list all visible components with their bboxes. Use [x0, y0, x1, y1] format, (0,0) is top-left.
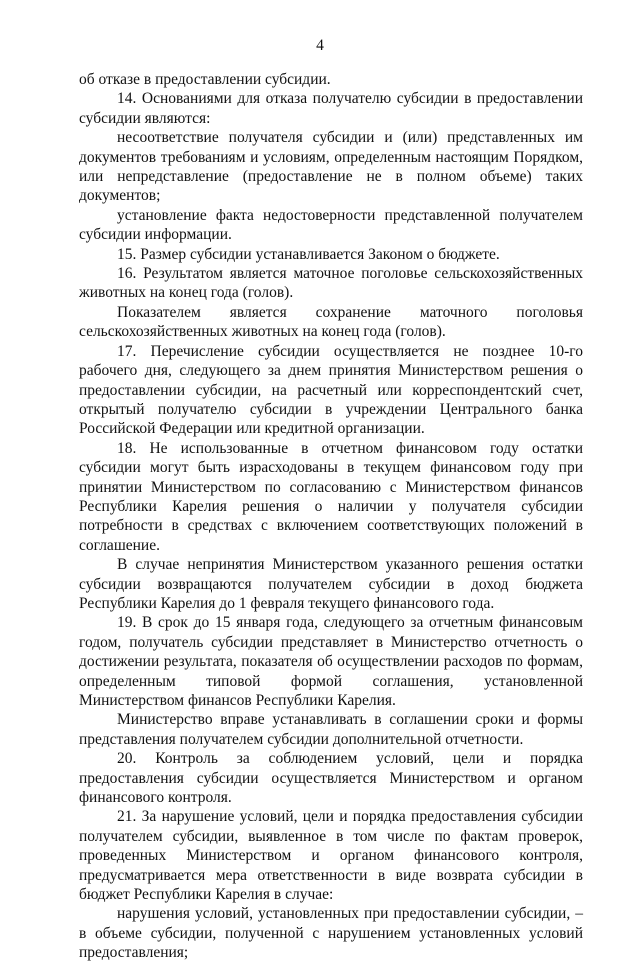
paragraph-continuation: об отказе в предоставлении субсидии.: [79, 71, 331, 88]
paragraph-refusal-ground-1: несоответствие получателя субсидии и (или) представленных им документов требованиям и условиям, определенным настоящим Порядком, или непредставление (предоставление не в полном объеме) таких документов;: [79, 129, 583, 205]
paragraph-clause-14: 14. Основаниями для отказа получателю субсидии в предоставлении субсидии являются:: [79, 90, 583, 127]
paragraph-clause-18: 18. Не использованные в отчетном финансовом году остатки субсидии могут быть израсходованы в текущем финансовом году при принятии Министерством по согласованию с Министерством финансов Республики Карелия решения о наличии у получателя субсидии потребности в средствах с включением соответствующих положений в соглашение.: [79, 439, 583, 554]
paragraph-violation-case: нарушения условий, установленных при предоставлении субсидии, – в объеме субсидии, полученной с нарушением установленных условий предоставления;: [79, 905, 583, 962]
paragraph-clause-20: 20. Контроль за соблюдением условий, цели и порядка предоставления субсидии осуществляется Министерством и органом финансового контроля.: [79, 750, 583, 807]
paragraph-clause-21: 21. За нарушение условий, цели и порядка предоставления субсидии получателем субсидии, выявленное в том числе по фактам проверок, проведенных Министерством и органом финансового контроля, предусматривается мера ответственности в виде возврата субсидии в бюджет Республики Карелия в случае:: [79, 808, 583, 904]
paragraph-clause-15: 15. Размер субсидии устанавливается Законом о бюджете.: [117, 245, 500, 263]
paragraph-clause-16: 16. Результатом является маточное поголовье сельскохозяйственных животных на конец года (голов).: [79, 265, 583, 302]
paragraph-return-balance: В случае непринятия Министерством указанного решения остатки субсидии возвращаются получателем субсидии в доход бюджета Республики Карелия до 1 февраля текущего финансового года.: [79, 556, 583, 612]
paragraph-clause-19: 19. В срок до 15 января года, следующего за отчетным финансовым годом, получатель субсидии представляет в Министерство отчетность о достижении результата, показателя об осуществлении расходов по формам, определенным типовой формой соглашения, установленной Министерством финансов Республики Карелия.: [79, 614, 583, 709]
paragraph-clause-17: 17. Перечисление субсидии осуществляется не позднее 10-го рабочего дня, следующего за днем принятия Министерством решения о предоставлении субсидии, на расчетный или корреспондентский счет, открытый получателю субсидии в учреждении Центрального банка Российской Федерации или кредитной организации.: [79, 342, 583, 438]
paragraph-additional-reporting: Министерство вправе устанавливать в соглашении сроки и формы представления получателем субсидии дополнительной отчетности.: [79, 711, 583, 748]
document-body: [79, 70, 583, 963]
paragraph-refusal-ground-2: установление факта недостоверности представленной получателем субсидии информации.: [79, 206, 583, 244]
page-number: 4: [316, 37, 324, 54]
paragraph-indicator: Показателем является сохранение маточного поголовья сельскохозяйственных животных на конец года (голов).: [79, 303, 583, 341]
